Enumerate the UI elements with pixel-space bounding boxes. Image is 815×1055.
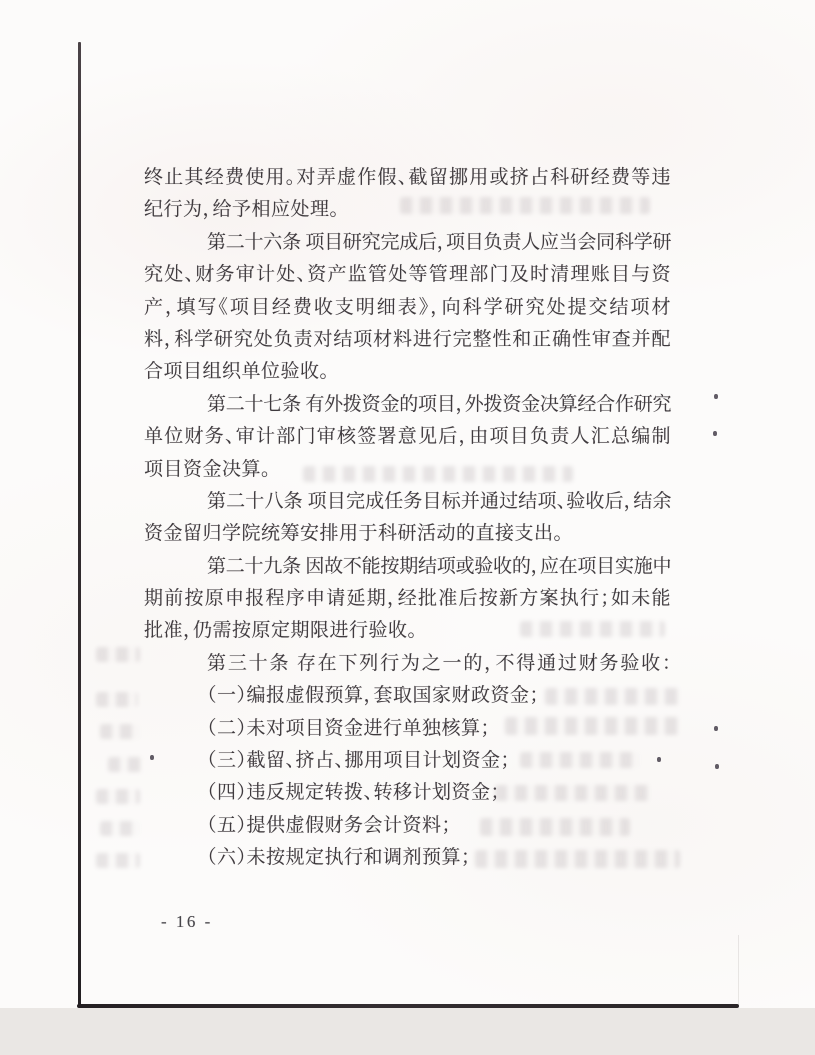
text-line: （四）违反规定转拨、转移计划资金； xyxy=(207,782,501,804)
page-number: - 16 - xyxy=(161,912,213,931)
text-line: （五）提供虚假财务会计资料； xyxy=(207,814,452,836)
bleed-through-mark xyxy=(520,752,640,768)
text-line: 料，科学研究处负责对结项材料进行完整性和正确性审查并配 xyxy=(144,328,670,350)
text-line: 合项目组织单位验收。 xyxy=(144,361,330,383)
bleed-through-mark xyxy=(100,821,140,836)
bleed-through-mark xyxy=(475,850,680,868)
bleed-through-mark xyxy=(505,717,680,735)
text-line: 究处、财务审计处、资产监管处等管理部门及时清理账目与资 xyxy=(144,264,670,286)
bleed-through-mark xyxy=(96,789,140,804)
bleed-through-mark xyxy=(400,197,650,214)
text-line: 第二十六条 项目研究完成后，项目负责人应当会同科学研 xyxy=(207,231,670,253)
ink-speck xyxy=(714,726,718,731)
bleed-through-mark xyxy=(96,692,138,707)
bleed-through-mark xyxy=(480,818,630,836)
text-line: 批准，仍需按原定期限进行验收。 xyxy=(144,620,418,642)
ink-speck xyxy=(715,764,719,769)
bleed-through-mark xyxy=(96,647,140,662)
text-line: 第二十八条 项目完成任务目标并通过结项、验收后，结余 xyxy=(207,490,670,512)
text-line: 纪行为，给予相应处理。 xyxy=(144,199,340,221)
text-line: 第三十条 存在下列行为之一的，不得通过财务验收： xyxy=(207,652,670,674)
ink-speck xyxy=(657,757,661,762)
bleed-through-mark xyxy=(495,785,650,801)
scan-edge-left xyxy=(78,42,81,1007)
text-line: 终止其经费使用。对弄虚作假、截留挪用或挤占科研经费等违 xyxy=(144,167,670,188)
ink-speck xyxy=(713,431,717,436)
text-line: 第二十九条 因故不能按期结项或验收的，应在项目实施中 xyxy=(207,555,670,577)
text-line: 单位财务、审计部门审核签署意见后，由项目负责人汇总编制 xyxy=(144,426,670,448)
bleed-through-mark xyxy=(520,621,665,637)
text-line: （一）编报虚假预算，套取国家财政资金； xyxy=(207,685,540,707)
text-line: 资金留归学院统筹安排用于科研活动的直接支出。 xyxy=(144,523,564,545)
text-line: （二）未对项目资金进行单独核算； xyxy=(207,717,491,739)
bleed-through-mark xyxy=(303,466,573,482)
text-line: 第二十七条 有外拨资金的项目，外拨资金决算经合作研究 xyxy=(207,393,670,415)
scanner-background-strip xyxy=(0,1008,815,1055)
ink-speck xyxy=(714,394,718,399)
bleed-through-mark xyxy=(100,724,140,739)
bleed-through-mark xyxy=(96,853,140,868)
bleed-through-mark xyxy=(545,688,680,705)
text-line: （三）截留、挤占、挪用项目计划资金； xyxy=(207,750,511,772)
text-line: 期前按原申报程序申请延期，经批准后按新方案执行；如未能 xyxy=(144,588,670,610)
text-line: 产，填写《项目经费收支明细表》，向科学研究处提交结项材 xyxy=(144,296,670,318)
page-right-edge xyxy=(738,935,739,1005)
text-line: 项目资金决算。 xyxy=(144,458,272,480)
bleed-through-mark xyxy=(108,757,142,772)
ink-speck xyxy=(150,755,154,760)
text-line: （六）未按规定执行和调剂预算； xyxy=(207,847,472,869)
